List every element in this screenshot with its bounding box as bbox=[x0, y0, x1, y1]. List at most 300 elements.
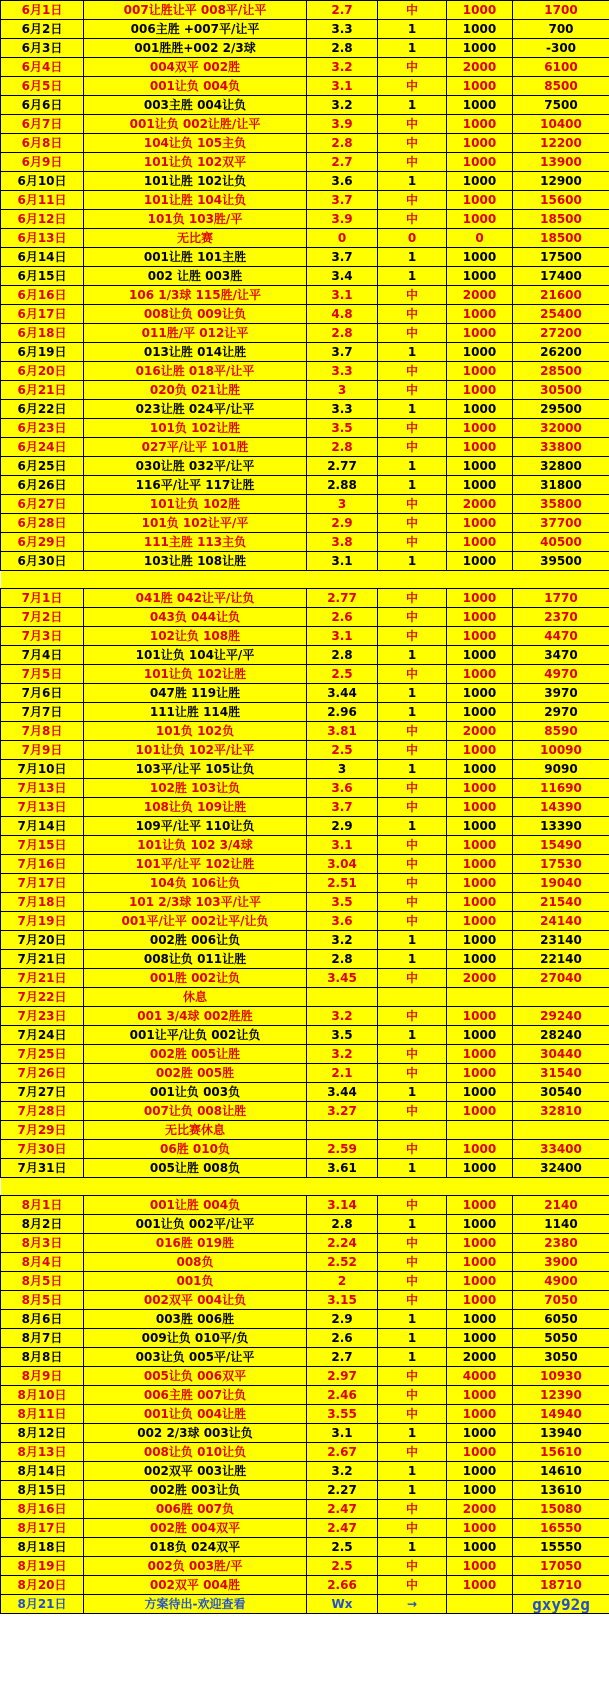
date-cell: 6月6日 bbox=[1, 96, 84, 115]
pick-cell: 002双平 004让负 bbox=[84, 1291, 307, 1310]
pick-cell: 001让负 002平/让平 bbox=[84, 1215, 307, 1234]
result-cell: 中 bbox=[378, 874, 447, 893]
total-cell: 26200 bbox=[513, 343, 609, 362]
odds-cell: 3.45 bbox=[307, 969, 378, 988]
odds-cell: 3.3 bbox=[307, 362, 378, 381]
result-cell: 1 bbox=[378, 20, 447, 39]
total-cell: 29500 bbox=[513, 400, 609, 419]
result-cell: 中 bbox=[378, 1443, 447, 1462]
table-row bbox=[1, 646, 609, 665]
date-cell: 7月20日 bbox=[1, 931, 84, 950]
date-cell: 7月22日 bbox=[1, 988, 84, 1007]
table-row bbox=[1, 381, 609, 400]
table-row bbox=[1, 817, 609, 836]
result-cell: 中 bbox=[378, 1234, 447, 1253]
date-cell: 8月5日 bbox=[1, 1272, 84, 1291]
stake-cell: 1000 bbox=[447, 646, 513, 665]
table-row bbox=[1, 627, 609, 646]
table-row bbox=[1, 191, 609, 210]
stake-cell: 1000 bbox=[447, 1519, 513, 1538]
result-cell: 中 bbox=[378, 324, 447, 343]
stake-cell bbox=[447, 988, 513, 1007]
odds-cell: 2.7 bbox=[307, 1, 378, 20]
odds-cell: 2.88 bbox=[307, 476, 378, 495]
date-cell: 6月16日 bbox=[1, 286, 84, 305]
odds-cell: 3.1 bbox=[307, 552, 378, 571]
table-row bbox=[1, 343, 609, 362]
pick-cell: 101让胜 104让负 bbox=[84, 191, 307, 210]
stake-cell: 1000 bbox=[447, 39, 513, 58]
date-cell: 6月27日 bbox=[1, 495, 84, 514]
pick-cell: 016让胜 018平/让平 bbox=[84, 362, 307, 381]
pick-cell: 023让胜 024平/让平 bbox=[84, 400, 307, 419]
odds-cell: 3.15 bbox=[307, 1291, 378, 1310]
date-cell: 7月29日 bbox=[1, 1121, 84, 1140]
pick-cell: 008让负 009让负 bbox=[84, 305, 307, 324]
total-cell: 15610 bbox=[513, 1443, 609, 1462]
table-row bbox=[1, 969, 609, 988]
result-cell: 中 bbox=[378, 362, 447, 381]
stake-cell: 1000 bbox=[447, 172, 513, 191]
table-row bbox=[1, 1102, 609, 1121]
table-row bbox=[1, 665, 609, 684]
pick-cell: 101让负 104让平/平 bbox=[84, 646, 307, 665]
table-row bbox=[1, 305, 609, 324]
date-cell: 8月13日 bbox=[1, 1443, 84, 1462]
stake-cell: 0 bbox=[447, 229, 513, 248]
pick-cell: 06胜 010负 bbox=[84, 1140, 307, 1159]
date-cell: 8月19日 bbox=[1, 1557, 84, 1576]
pick-cell: 016胜 019胜 bbox=[84, 1234, 307, 1253]
total-cell: 17500 bbox=[513, 248, 609, 267]
table-row bbox=[1, 1329, 609, 1348]
total-cell: 21540 bbox=[513, 893, 609, 912]
pick-cell: 041胜 042让平/让负 bbox=[84, 589, 307, 608]
date-cell: 7月9日 bbox=[1, 741, 84, 760]
table-row bbox=[1, 931, 609, 950]
date-cell: 8月12日 bbox=[1, 1424, 84, 1443]
result-cell: 1 bbox=[378, 476, 447, 495]
pick-cell: 001胜胜+002 2/3球 bbox=[84, 39, 307, 58]
odds-cell: 2.27 bbox=[307, 1481, 378, 1500]
date-cell: 6月15日 bbox=[1, 267, 84, 286]
date-cell: 6月3日 bbox=[1, 39, 84, 58]
total-cell: 11690 bbox=[513, 779, 609, 798]
odds-cell: 2.9 bbox=[307, 1310, 378, 1329]
date-cell: 8月18日 bbox=[1, 1538, 84, 1557]
total-cell: 29240 bbox=[513, 1007, 609, 1026]
table-row bbox=[1, 1481, 609, 1500]
pick-cell: 006主胜 007让负 bbox=[84, 1386, 307, 1405]
odds-cell: 3.9 bbox=[307, 115, 378, 134]
table-row bbox=[1, 1310, 609, 1329]
total-cell: 13610 bbox=[513, 1481, 609, 1500]
pick-cell: 108让负 109让胜 bbox=[84, 798, 307, 817]
total-cell: 22140 bbox=[513, 950, 609, 969]
table-row bbox=[1, 210, 609, 229]
table-row bbox=[1, 722, 609, 741]
date-cell: 7月18日 bbox=[1, 893, 84, 912]
odds-cell: 2.67 bbox=[307, 1443, 378, 1462]
odds-cell: 3.44 bbox=[307, 1083, 378, 1102]
stake-cell bbox=[447, 1121, 513, 1140]
table-row bbox=[1, 1557, 609, 1576]
result-cell: 1 bbox=[378, 1083, 447, 1102]
stake-cell: 1000 bbox=[447, 210, 513, 229]
stake-cell: 1000 bbox=[447, 836, 513, 855]
odds-cell: 3.7 bbox=[307, 248, 378, 267]
table-row bbox=[1, 1064, 609, 1083]
result-cell: 1 bbox=[378, 1159, 447, 1178]
date-cell: 8月6日 bbox=[1, 1310, 84, 1329]
total-cell bbox=[513, 988, 609, 1007]
odds-cell: 3.61 bbox=[307, 1159, 378, 1178]
odds-cell: 2.5 bbox=[307, 741, 378, 760]
total-cell: 28500 bbox=[513, 362, 609, 381]
table-row bbox=[1, 1253, 609, 1272]
stake-cell: 1000 bbox=[447, 665, 513, 684]
stake-cell: 1000 bbox=[447, 684, 513, 703]
odds-cell: 3.2 bbox=[307, 96, 378, 115]
table-row bbox=[1, 1234, 609, 1253]
pick-cell: 102让负 108胜 bbox=[84, 627, 307, 646]
date-cell: 7月24日 bbox=[1, 1026, 84, 1045]
odds-cell: 2.51 bbox=[307, 874, 378, 893]
footer-stake-cell bbox=[447, 1595, 513, 1614]
table-row bbox=[1, 1405, 609, 1424]
total-cell: 13900 bbox=[513, 153, 609, 172]
pick-cell: 013让胜 014让胜 bbox=[84, 343, 307, 362]
total-cell: 17530 bbox=[513, 855, 609, 874]
total-cell: 13390 bbox=[513, 817, 609, 836]
result-cell: 1 bbox=[378, 552, 447, 571]
result-cell: 中 bbox=[378, 1576, 447, 1595]
stake-cell: 1000 bbox=[447, 1538, 513, 1557]
result-cell: 中 bbox=[378, 1140, 447, 1159]
table-row bbox=[1, 248, 609, 267]
table-row bbox=[1, 1367, 609, 1386]
pick-cell: 111主胜 113主负 bbox=[84, 533, 307, 552]
result-cell: 中 bbox=[378, 1196, 447, 1215]
table-row bbox=[1, 1538, 609, 1557]
table-row bbox=[1, 419, 609, 438]
date-cell: 7月2日 bbox=[1, 608, 84, 627]
table-row bbox=[1, 1007, 609, 1026]
stake-cell: 1000 bbox=[447, 1481, 513, 1500]
result-cell: 0 bbox=[378, 229, 447, 248]
result-cell: 中 bbox=[378, 115, 447, 134]
odds-cell: 2.96 bbox=[307, 703, 378, 722]
stake-cell: 1000 bbox=[447, 1234, 513, 1253]
date-cell: 6月26日 bbox=[1, 476, 84, 495]
stake-cell: 1000 bbox=[447, 1, 513, 20]
pick-cell: 007让胜让平 008平/让平 bbox=[84, 1, 307, 20]
date-cell: 8月9日 bbox=[1, 1367, 84, 1386]
stake-cell: 1000 bbox=[447, 77, 513, 96]
result-cell: 中 bbox=[378, 514, 447, 533]
stake-cell: 1000 bbox=[447, 1329, 513, 1348]
date-cell: 6月25日 bbox=[1, 457, 84, 476]
result-cell: 1 bbox=[378, 760, 447, 779]
date-cell: 6月19日 bbox=[1, 343, 84, 362]
total-cell: 32400 bbox=[513, 1159, 609, 1178]
result-cell: 中 bbox=[378, 1519, 447, 1538]
total-cell: 14390 bbox=[513, 798, 609, 817]
table-row bbox=[1, 229, 609, 248]
pick-cell: 休息 bbox=[84, 988, 307, 1007]
date-cell: 8月15日 bbox=[1, 1481, 84, 1500]
stake-cell: 1000 bbox=[447, 1159, 513, 1178]
result-cell: 中 bbox=[378, 722, 447, 741]
table-row bbox=[1, 1576, 609, 1595]
pick-cell: 101负 102让胜 bbox=[84, 419, 307, 438]
total-cell: 700 bbox=[513, 20, 609, 39]
stake-cell: 1000 bbox=[447, 1196, 513, 1215]
date-cell: 6月12日 bbox=[1, 210, 84, 229]
date-cell: 7月15日 bbox=[1, 836, 84, 855]
stake-cell: 1000 bbox=[447, 855, 513, 874]
total-cell: 10930 bbox=[513, 1367, 609, 1386]
odds-cell: 3.1 bbox=[307, 1424, 378, 1443]
table-row bbox=[1, 400, 609, 419]
pick-cell: 001让平/让负 002让负 bbox=[84, 1026, 307, 1045]
stake-cell: 1000 bbox=[447, 1462, 513, 1481]
table-row bbox=[1, 1140, 609, 1159]
odds-cell: 3.1 bbox=[307, 77, 378, 96]
odds-cell: 2.7 bbox=[307, 1348, 378, 1367]
pick-cell: 043负 044让负 bbox=[84, 608, 307, 627]
total-cell: 8590 bbox=[513, 722, 609, 741]
result-cell: 1 bbox=[378, 703, 447, 722]
odds-cell: 2.8 bbox=[307, 39, 378, 58]
date-cell: 8月17日 bbox=[1, 1519, 84, 1538]
result-cell: 中 bbox=[378, 665, 447, 684]
table-body bbox=[1, 1, 609, 1614]
pick-cell: 006主胜 +007平/让平 bbox=[84, 20, 307, 39]
stake-cell: 1000 bbox=[447, 1310, 513, 1329]
result-cell: 中 bbox=[378, 836, 447, 855]
date-cell: 7月13日 bbox=[1, 779, 84, 798]
table-row bbox=[1, 514, 609, 533]
date-cell: 6月28日 bbox=[1, 514, 84, 533]
stake-cell: 1000 bbox=[447, 552, 513, 571]
date-cell: 6月17日 bbox=[1, 305, 84, 324]
total-cell: 3050 bbox=[513, 1348, 609, 1367]
table-row bbox=[1, 912, 609, 931]
odds-cell: 3.7 bbox=[307, 798, 378, 817]
total-cell: 18500 bbox=[513, 210, 609, 229]
stake-cell: 1000 bbox=[447, 324, 513, 343]
pick-cell: 007让负 008让胜 bbox=[84, 1102, 307, 1121]
date-cell: 7月31日 bbox=[1, 1159, 84, 1178]
total-cell: 33400 bbox=[513, 1140, 609, 1159]
total-cell: 1140 bbox=[513, 1215, 609, 1234]
odds-cell: 2.1 bbox=[307, 1064, 378, 1083]
date-cell: 8月10日 bbox=[1, 1386, 84, 1405]
total-cell: 25400 bbox=[513, 305, 609, 324]
result-cell: 1 bbox=[378, 39, 447, 58]
result-cell: 中 bbox=[378, 1386, 447, 1405]
table-row bbox=[1, 608, 609, 627]
total-cell: 18710 bbox=[513, 1576, 609, 1595]
odds-cell: 3 bbox=[307, 495, 378, 514]
odds-cell: 3.4 bbox=[307, 267, 378, 286]
pick-cell: 103平/让平 105让负 bbox=[84, 760, 307, 779]
total-cell: 28240 bbox=[513, 1026, 609, 1045]
stake-cell: 1000 bbox=[447, 1557, 513, 1576]
odds-cell: 2.8 bbox=[307, 324, 378, 343]
stake-cell: 1000 bbox=[447, 1576, 513, 1595]
stake-cell: 1000 bbox=[447, 1291, 513, 1310]
total-cell: 32810 bbox=[513, 1102, 609, 1121]
odds-cell: 2.6 bbox=[307, 608, 378, 627]
date-cell: 7月26日 bbox=[1, 1064, 84, 1083]
pick-cell: 101让胜 102让负 bbox=[84, 172, 307, 191]
result-cell: 1 bbox=[378, 248, 447, 267]
date-cell: 7月8日 bbox=[1, 722, 84, 741]
stake-cell: 1000 bbox=[447, 1045, 513, 1064]
pick-cell: 002 2/3球 003让负 bbox=[84, 1424, 307, 1443]
pick-cell: 001让负 002让胜/让平 bbox=[84, 115, 307, 134]
stake-cell: 1000 bbox=[447, 305, 513, 324]
total-cell: 2970 bbox=[513, 703, 609, 722]
stake-cell: 1000 bbox=[447, 248, 513, 267]
result-cell: 中 bbox=[378, 210, 447, 229]
total-cell: 13940 bbox=[513, 1424, 609, 1443]
stake-cell: 1000 bbox=[447, 1253, 513, 1272]
date-cell: 6月1日 bbox=[1, 1, 84, 20]
odds-cell: 3.2 bbox=[307, 58, 378, 77]
result-cell bbox=[378, 988, 447, 1007]
footer-pick-cell: 方案待出-欢迎查看 bbox=[84, 1595, 307, 1614]
total-cell: 23140 bbox=[513, 931, 609, 950]
pick-cell: 008让负 010让负 bbox=[84, 1443, 307, 1462]
spacer-cell bbox=[1, 571, 609, 589]
pick-cell: 003让负 005平/让平 bbox=[84, 1348, 307, 1367]
pick-cell: 101平/让平 102让胜 bbox=[84, 855, 307, 874]
pick-cell: 106 1/3球 115胜/让平 bbox=[84, 286, 307, 305]
date-cell: 8月5日 bbox=[1, 1291, 84, 1310]
result-cell: 中 bbox=[378, 589, 447, 608]
table-row bbox=[1, 362, 609, 381]
pick-cell: 无比赛 bbox=[84, 229, 307, 248]
table-row bbox=[1, 267, 609, 286]
result-cell: 中 bbox=[378, 1367, 447, 1386]
odds-cell: 2.7 bbox=[307, 153, 378, 172]
result-cell bbox=[378, 1121, 447, 1140]
total-cell: 27040 bbox=[513, 969, 609, 988]
pick-cell: 030让胜 032平/让平 bbox=[84, 457, 307, 476]
stake-cell: 2000 bbox=[447, 1500, 513, 1519]
table-row bbox=[1, 798, 609, 817]
odds-cell: 3.04 bbox=[307, 855, 378, 874]
odds-cell: 3.27 bbox=[307, 1102, 378, 1121]
odds-cell: 2.8 bbox=[307, 438, 378, 457]
pick-cell: 008负 bbox=[84, 1253, 307, 1272]
pick-cell: 020负 021让胜 bbox=[84, 381, 307, 400]
result-cell: 1 bbox=[378, 1538, 447, 1557]
odds-cell: 2.66 bbox=[307, 1576, 378, 1595]
odds-cell: 3.14 bbox=[307, 1196, 378, 1215]
result-cell: 1 bbox=[378, 400, 447, 419]
total-cell: 4970 bbox=[513, 665, 609, 684]
total-cell: 32800 bbox=[513, 457, 609, 476]
stake-cell: 1000 bbox=[447, 1102, 513, 1121]
table-row bbox=[1, 703, 609, 722]
pick-cell: 002胜 006让负 bbox=[84, 931, 307, 950]
result-cell: 中 bbox=[378, 77, 447, 96]
result-cell: 中 bbox=[378, 1102, 447, 1121]
odds-cell: 3.1 bbox=[307, 836, 378, 855]
stake-cell: 1000 bbox=[447, 533, 513, 552]
pick-cell: 101让负 102胜 bbox=[84, 495, 307, 514]
date-cell: 6月7日 bbox=[1, 115, 84, 134]
date-cell: 7月5日 bbox=[1, 665, 84, 684]
pick-cell: 101让负 102平/让平 bbox=[84, 741, 307, 760]
result-cell: 中 bbox=[378, 305, 447, 324]
date-cell: 6月22日 bbox=[1, 400, 84, 419]
stake-cell: 4000 bbox=[447, 1367, 513, 1386]
pick-cell: 002胜 005让胜 bbox=[84, 1045, 307, 1064]
stake-cell: 1000 bbox=[447, 703, 513, 722]
total-cell: 24140 bbox=[513, 912, 609, 931]
odds-cell: 3.6 bbox=[307, 172, 378, 191]
stake-cell: 2000 bbox=[447, 969, 513, 988]
table-row bbox=[1, 153, 609, 172]
pick-cell: 001让负 004负 bbox=[84, 77, 307, 96]
total-cell: 7050 bbox=[513, 1291, 609, 1310]
pick-cell: 009让负 010平/负 bbox=[84, 1329, 307, 1348]
pick-cell: 109平/让平 110让负 bbox=[84, 817, 307, 836]
pick-cell: 002胜 004双平 bbox=[84, 1519, 307, 1538]
stake-cell: 1000 bbox=[447, 20, 513, 39]
footer-total-cell: gxy92g bbox=[513, 1595, 609, 1614]
total-cell: 14610 bbox=[513, 1462, 609, 1481]
result-cell: 1 bbox=[378, 1481, 447, 1500]
result-cell: 中 bbox=[378, 381, 447, 400]
pick-cell: 004双平 002胜 bbox=[84, 58, 307, 77]
total-cell: 4470 bbox=[513, 627, 609, 646]
result-cell: 1 bbox=[378, 267, 447, 286]
total-cell: 15600 bbox=[513, 191, 609, 210]
result-cell: 中 bbox=[378, 1500, 447, 1519]
stake-cell: 2000 bbox=[447, 58, 513, 77]
total-cell: 15080 bbox=[513, 1500, 609, 1519]
total-cell: 6100 bbox=[513, 58, 609, 77]
table-row bbox=[1, 134, 609, 153]
odds-cell: 3.1 bbox=[307, 627, 378, 646]
stake-cell: 1000 bbox=[447, 779, 513, 798]
odds-cell: 2.5 bbox=[307, 1557, 378, 1576]
pick-cell: 116平/让平 117让胜 bbox=[84, 476, 307, 495]
pick-cell: 104让负 105主负 bbox=[84, 134, 307, 153]
odds-cell: 3.2 bbox=[307, 1045, 378, 1064]
result-cell: 中 bbox=[378, 893, 447, 912]
date-cell: 6月29日 bbox=[1, 533, 84, 552]
total-cell: 4900 bbox=[513, 1272, 609, 1291]
pick-cell: 011胜/平 012让平 bbox=[84, 324, 307, 343]
total-cell: 14940 bbox=[513, 1405, 609, 1424]
footer-result-cell: → bbox=[378, 1595, 447, 1614]
pick-cell: 005让胜 008负 bbox=[84, 1159, 307, 1178]
table-row bbox=[1, 874, 609, 893]
date-cell: 7月21日 bbox=[1, 950, 84, 969]
pick-cell: 103让胜 108让胜 bbox=[84, 552, 307, 571]
table-row bbox=[1, 286, 609, 305]
total-cell: 37700 bbox=[513, 514, 609, 533]
pick-cell: 101让负 102双平 bbox=[84, 153, 307, 172]
result-cell: 1 bbox=[378, 1424, 447, 1443]
